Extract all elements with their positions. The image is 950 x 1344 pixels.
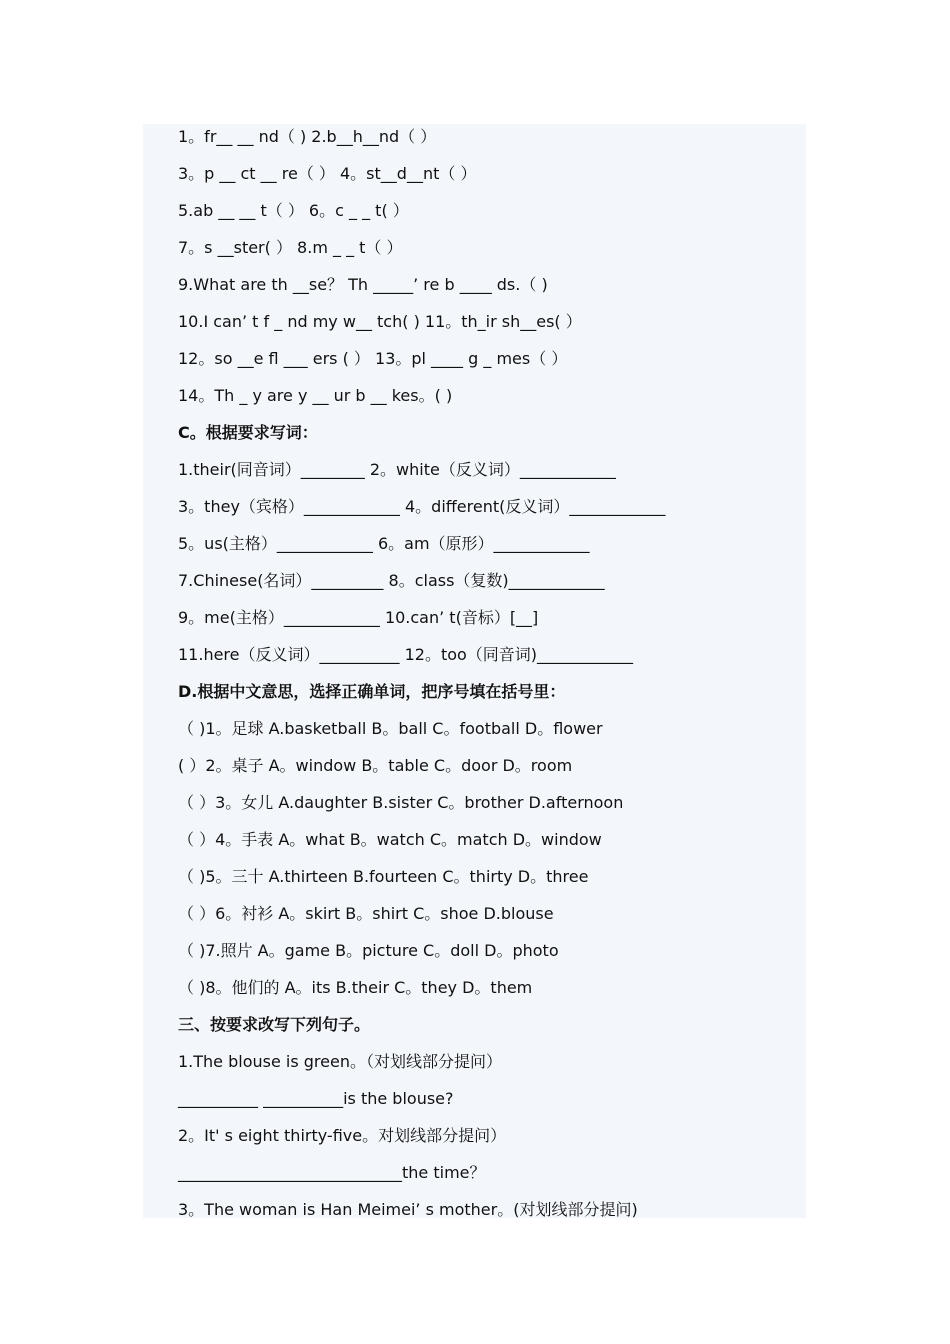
exercise-line: （ ）3。女儿 A.daughter B.sister C。brother D.afternoon [178, 793, 624, 812]
section-heading: 三、按要求改写下列句子。 [178, 1015, 371, 1034]
exercise-line: 10.I can’ t f _ nd my w__ tch( ) 11。th_ir sh__es( ） [178, 312, 582, 331]
exercise-line: 5。us(主格）____________ 6。am（原形）____________ [178, 534, 590, 553]
exercise-line: 1.their(同音词）________ 2。white（反义词）____________ [178, 460, 616, 479]
exercise-line: （ )7.照片 A。game B。picture C。doll D。photo [178, 941, 559, 960]
exercise-line: 7。s __ster( ） 8.m _ _ t（ ） [178, 238, 403, 257]
exercise-line: 5.ab __ __ t（ ） 6。c _ _ t( ） [178, 201, 409, 220]
exercise-line: （ ）6。衬衫 A。skirt B。shirt C。shoe D.blouse [178, 904, 554, 923]
exercise-line: 2。It' s eight thirty-five。对划线部分提问） [178, 1126, 507, 1145]
exercise-line: ____________________________the time？ [178, 1163, 486, 1182]
exercise-line: 1.The blouse is green。（对划线部分提问） [178, 1052, 502, 1071]
section-heading: C。根据要求写词： [178, 423, 318, 442]
exercise-line: 11.here（反义词）__________ 12。too（同音词)____________ [178, 645, 634, 664]
exercise-line: __________ __________is the blouse? [178, 1089, 454, 1108]
exercise-line: 12。so __e fl ___ ers ( ） 13。pl ____ g _ mes（ ） [178, 349, 568, 368]
exercise-line: 7.Chinese(名词）_________ 8。class（复数)____________ [178, 571, 605, 590]
exercise-line: 1。fr__ __ nd（ ) 2.b__h__nd（ ） [178, 127, 437, 146]
exercise-line: 14。Th _ y are y __ ur b __ kes。( ) [178, 386, 453, 405]
exercise-line: （ )5。三十 A.thirteen B.fourteen C。thirty D。three [178, 867, 589, 886]
exercise-line: （ )1。足球 A.basketball B。ball C。football D。flower [178, 719, 603, 738]
exercise-line: （ )8。他们的 A。its B.their C。they D。them [178, 978, 533, 997]
exercise-line: 3。The woman is Han Meimei’ s mother。(对划线部分提问) [178, 1200, 638, 1219]
exercise-line: 3。p __ ct __ re（ ） 4。st__d__nt（ ） [178, 164, 477, 183]
exercise-text [178, 124, 798, 1234]
section-heading: D.根据中文意思，选择正确单词，把序号填在括号里： [178, 682, 566, 701]
exercise-line: ( ）2。桌子 A。window B。table C。door D。room [178, 756, 573, 775]
exercise-line: 9。me(主格）____________ 10.can’ t(音标）[__] [178, 608, 539, 627]
exercise-line: 3。they（宾格）____________ 4。different(反义词）____________ [178, 497, 666, 516]
exercise-line: （ ）4。手表 A。what B。watch C。match D。window [178, 830, 602, 849]
exercise-line: 9.What are th __se？ Th _____’ re b ____ ds.（ ) [178, 275, 548, 294]
